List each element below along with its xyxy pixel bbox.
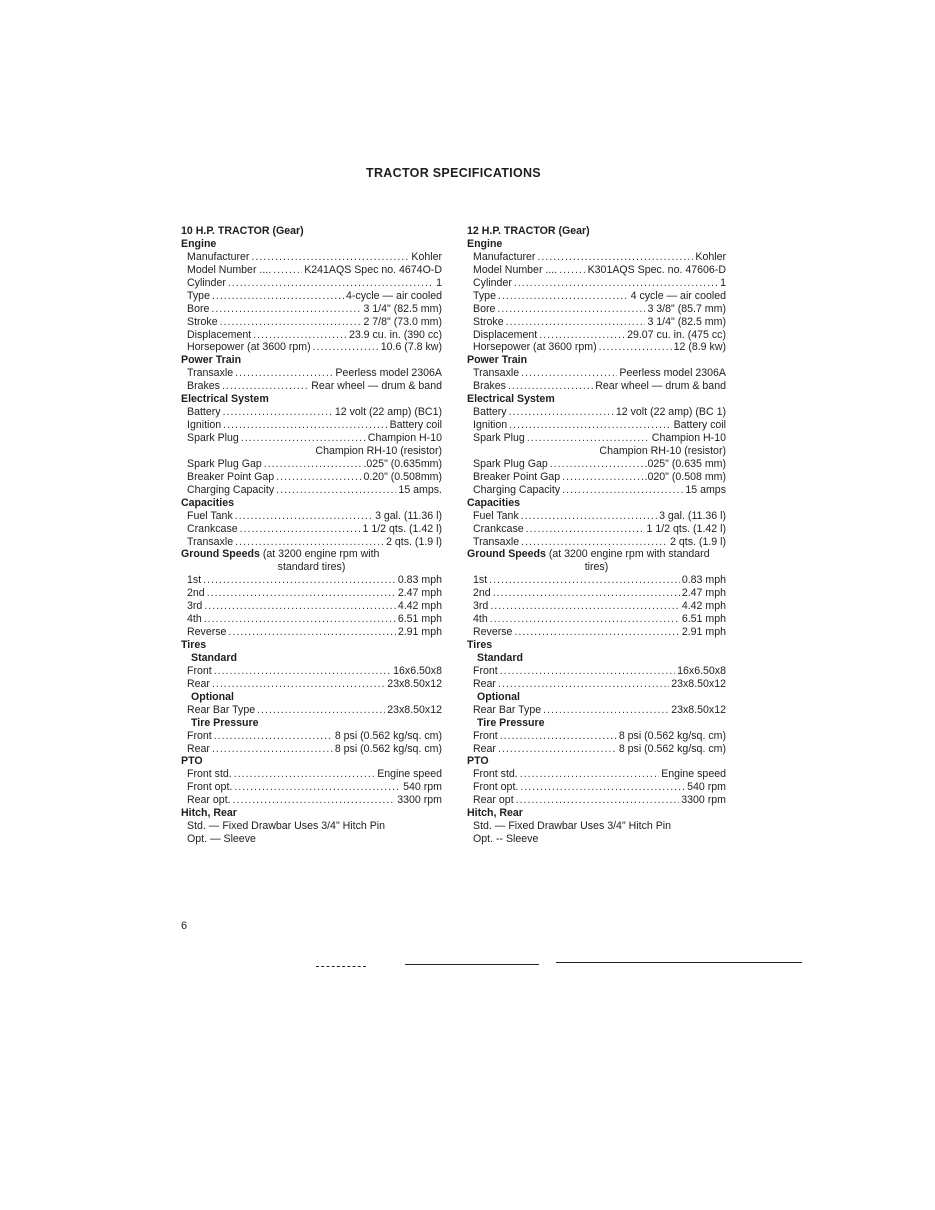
spec-label: Fuel Tank [187,509,233,522]
spec-label: Breaker Point Gap [187,470,275,483]
section-heading: Hitch, Rear [467,807,523,820]
spec-label: 3rd [473,600,489,613]
leader-dots [276,484,396,497]
leader-dots [273,264,302,277]
spec-label: 1st [473,574,488,587]
section-heading: Tire Pressure [191,716,259,729]
spec-value: Rear wheel — drum & band [311,380,442,393]
spec-value: Rear wheel — drum & band [595,380,726,393]
spec-value: 2.47 mph [397,587,442,600]
section-heading: Engine [181,237,217,250]
spec-value: 3 gal. (11.36 l) [375,509,442,522]
bottom-rule-dash [316,966,366,967]
leader-dots [240,523,361,536]
section-heading: Engine [467,237,503,250]
spec-row-tires-p-front [467,730,726,743]
spec-label: Crankcase [473,522,524,535]
spec-row-electrical-charging [467,484,726,497]
spec-value: 3300 rpm [397,794,442,807]
spec-value: 3 1/4" (82.5 mm) [647,315,726,328]
leader-dots [562,484,683,497]
spec-label: Spark Plug [473,432,525,444]
section-heading: Electrical System [181,393,269,406]
leader-dots [220,316,362,329]
spec-label: Front opt. [473,781,519,794]
spec-row-tires-p-rear [181,743,442,756]
spec-label: Front [187,664,212,677]
leader-dots [500,665,675,678]
spec-value: K301AQS Spec. no. 47606-D [587,263,726,276]
bottom-rule-right [556,962,802,963]
spec-row-ground-speeds-g4 [467,613,726,626]
spec-value: 12 (8.9 kw) [673,341,726,354]
spec-label: Transaxle [187,367,234,380]
spec-value: 6.51 mph [397,613,442,626]
spec-value: 540 rpm [687,781,726,794]
section-heading: PTO [467,755,489,768]
spec-row-tires-p-front [181,730,442,743]
spec-column-10hp [181,225,442,846]
spec-label: Ignition [473,419,508,432]
spec-value: 23x8.50x12 [387,703,442,716]
spec-value: 8 psi (0.562 kg/sq. cm) [334,742,442,755]
spec-value: 3300 rpm [681,794,726,807]
leader-dots [203,574,396,587]
spec-value: 2 qts. (1.9 l) [670,535,726,548]
leader-dots [562,471,642,484]
spec-row-pto-front-std [181,768,442,781]
spec-text: Champion RH-10 (resistor) [599,444,726,457]
spec-label: Front [473,729,498,742]
spec-value: 23.9 cu. in. (390 cc) [348,328,442,341]
leader-dots [204,613,396,626]
spec-label: Battery [187,406,221,419]
spec-value: 12 volt (22 amp) (BC 1) [615,406,726,419]
spec-label: Rear Bar Type [187,703,256,716]
spec-row-tires-front [467,665,726,678]
spec-label: Fuel Tank [473,509,519,522]
spec-row-ground-speeds-g3 [467,600,726,613]
leader-dots [233,794,396,807]
spec-row-capacities-fuel [181,510,442,523]
section-heading: Standard [191,651,237,664]
leader-dots [264,458,362,471]
spec-row-engine-stroke [181,316,442,329]
spec-label: Battery [473,406,507,419]
spec-label: Cylinder [473,276,512,289]
spec-row-tires-rear-bar [181,704,442,717]
leader-dots [527,432,650,445]
spec-value: Battery coil [673,419,726,432]
spec-value: 23x8.50x12 [671,703,726,716]
spec-row-engine-displacement [467,329,726,342]
spec-row-capacities-fuel [467,510,726,523]
spec-label: Model Number .... [473,263,558,276]
spec-label: Reverse [473,626,513,639]
spec-row-pto-front-opt [181,781,442,794]
spec-row-engine-manufacturer [467,251,726,264]
spec-label: Manufacturer [187,250,250,263]
leader-dots [498,290,629,303]
spec-label: Stroke [187,315,218,328]
spec-text: Opt. — Sleeve [187,833,256,846]
spec-value: Champion H-10 [651,432,726,444]
spec-label: Type [187,289,210,302]
spec-row-pto-front-opt [467,781,726,794]
leader-dots [537,251,693,264]
ground-speeds-note: (at 3200 engine rpm with [262,548,380,561]
spec-row-electrical-spark-plug [467,432,726,445]
spec-row-ground-speeds-rev [467,626,726,639]
spec-label: Rear opt [473,794,514,807]
leader-dots [223,419,387,432]
section-heading: Optional [191,690,234,703]
spec-row-electrical-battery [181,406,442,419]
leader-dots [241,432,366,445]
spec-value: Champion H-10 [367,432,442,444]
leader-dots [207,587,396,600]
spec-value: 8 psi (0.562 kg/sq. cm) [618,742,726,755]
spec-row-engine-type [181,290,442,303]
spec-row-engine-manufacturer [181,251,442,264]
spec-label: Transaxle [473,535,520,548]
spec-value: 2.91 mph [397,626,442,639]
leader-dots [234,781,401,794]
spec-label: Reverse [187,626,227,639]
spec-label: Spark Plug Gap [187,457,262,470]
spec-value: 3 3/8" (85.7 mm) [647,302,726,315]
section-heading: Ground Speeds [181,548,260,561]
leader-dots [514,277,718,290]
spec-label: Rear [187,677,210,690]
section-heading: Hitch, Rear [181,807,237,820]
section-heading: 10 H.P. TRACTOR (Gear) [181,225,304,237]
spec-label: 3rd [187,600,203,613]
spec-value: 1 [436,276,442,289]
leader-dots [550,458,643,471]
leader-dots [257,704,385,717]
spec-row-pto-rear-opt [181,794,442,807]
spec-row-engine-stroke [467,316,726,329]
spec-value: 29.07 cu. in. (475 cc) [627,328,726,341]
leader-dots [235,536,384,549]
spec-label: 4th [187,613,202,626]
spec-row-electrical-spark-plug-gap [467,458,726,471]
ground-speeds-heading [181,548,442,561]
leader-dots [223,406,333,419]
leader-dots [489,574,680,587]
leader-dots [235,510,373,523]
spec-value: 2.47 mph [681,587,726,600]
spec-value: 3 1/4" (82.5 mm) [363,302,442,315]
ground-speeds-heading [467,548,726,561]
spec-value: 4.42 mph [681,600,726,613]
spec-row-ground-speeds-rev [181,626,442,639]
leader-dots [520,781,685,794]
spec-row-tires-rear-bar [467,704,726,717]
spec-value: .020" (0.508 mm) [644,470,726,483]
bottom-rule-left [405,964,539,965]
spec-value: 1 [720,276,726,289]
spec-row-electrical-breaker-gap [467,471,726,484]
spec-value: 1 1/2 qts. (1.42 l) [362,522,442,535]
spec-text: standard tires) [277,561,346,574]
spec-label: Rear [187,742,210,755]
spec-label: Horsepower (at 3600 rpm) [187,341,311,354]
spec-text: tires) [584,561,609,574]
spec-text: Std. — Fixed Drawbar Uses 3/4" Hitch Pin [187,820,386,833]
section-heading: Ground Speeds [467,548,546,561]
spec-row-power-train-brakes [181,380,442,393]
leader-dots [490,613,680,626]
leader-dots [521,367,617,380]
leader-dots [559,264,585,277]
spec-row-electrical-ignition [467,419,726,432]
spec-row-capacities-crankcase [467,523,726,536]
spec-label: Displacement [187,328,252,341]
spec-value: 0.20" (0.508mm) [363,470,442,483]
spec-label: Crankcase [187,522,238,535]
spec-label: Breaker Point Gap [473,470,561,483]
spec-row-tires-rear [181,678,442,691]
spec-row-engine-model [181,264,442,277]
leader-dots [212,290,344,303]
leader-dots [211,303,361,316]
spec-label: 2nd [187,587,205,600]
spec-row-tires-front [181,665,442,678]
spec-column-12hp [467,225,726,846]
spec-value: Kohler [411,250,442,263]
spec-value: .025" (0.635mm) [363,457,442,470]
spec-label: Front [473,664,498,677]
spec-label: Horsepower (at 3600 rpm) [473,341,597,354]
spec-value: 2 qts. (1.9 l) [386,535,442,548]
leader-dots [490,600,680,613]
spec-label: Spark Plug [187,432,239,444]
spec-value: K241AQS Spec no. 4674O-D [304,263,442,276]
spec-row-electrical-breaker-gap [181,471,442,484]
spec-value: 8 psi (0.562 kg/sq. cm) [334,729,442,742]
spec-row-ground-speeds-g2 [467,587,726,600]
spec-row-capacities-transaxle [181,536,442,549]
spec-label: Front std. [187,768,232,781]
section-heading: PTO [181,755,203,768]
spec-value: 540 rpm [403,781,442,794]
spec-value: 10.6 (7.8 kw) [380,341,442,354]
spec-value: 8 psi (0.562 kg/sq. cm) [618,729,726,742]
spec-label: Rear [473,742,496,755]
spec-label: Front std. [473,768,518,781]
spec-label: Brakes [187,380,220,393]
spec-label: Bore [187,302,210,315]
spec-value: 15 amps [685,483,726,496]
spec-value: Engine speed [661,768,726,781]
spec-text: Opt. -- Sleeve [473,833,539,846]
spec-label: Transaxle [473,367,520,380]
spec-label: Rear [473,677,496,690]
leader-dots [212,743,333,756]
spec-value: 4-cycle — air cooled [346,289,442,302]
leader-dots [500,730,617,743]
spec-row-tires-p-rear [467,743,726,756]
spec-text: Champion RH-10 (resistor) [315,444,442,457]
spec-value: 0.83 mph [397,574,442,587]
spec-label: Type [473,289,496,302]
section-heading: Power Train [181,354,242,367]
spec-value: Peerless model 2306A [619,367,726,380]
spec-label: Model Number .... [187,263,272,276]
spec-label: Brakes [473,380,506,393]
spec-label: Bore [473,302,496,315]
leader-dots [234,768,375,781]
spec-row-power-train-transaxle [467,367,726,380]
leader-dots [599,341,672,354]
spec-value: .025" (0.635 mm) [644,457,726,470]
spec-row-engine-cylinder [467,277,726,290]
spec-value: Engine speed [377,768,442,781]
section-heading: Tire Pressure [477,716,545,729]
leader-dots [521,510,657,523]
leader-dots [508,380,593,393]
leader-dots [520,768,659,781]
spec-row-engine-type [467,290,726,303]
spec-label: Charging Capacity [473,483,561,496]
page-number: 6 [181,920,188,932]
spec-row-ground-speeds-g3 [181,600,442,613]
leader-dots [539,329,625,342]
spec-value: Battery coil [389,419,442,432]
spec-row-tires-rear [467,678,726,691]
spec-row-electrical-battery [467,406,726,419]
leader-dots [222,380,309,393]
spec-row-ground-speeds-g1 [181,574,442,587]
leader-dots [253,329,347,342]
spec-value: 0.83 mph [681,574,726,587]
leader-dots [514,626,679,639]
spec-row-power-train-brakes [467,380,726,393]
section-heading: Standard [477,651,523,664]
spec-row-ground-speeds-g2 [181,587,442,600]
leader-dots [498,678,669,691]
spec-label: Manufacturer [473,250,536,263]
spec-row-electrical-ignition [181,419,442,432]
spec-value: 4.42 mph [397,600,442,613]
ground-speeds-note: (at 3200 engine rpm with standard [548,548,710,561]
spec-label: Cylinder [187,276,226,289]
section-heading: Tires [467,639,493,651]
spec-value: 16x6.50x8 [677,664,726,677]
spec-label: Transaxle [187,535,234,548]
spec-label: Spark Plug Gap [473,457,548,470]
spec-row-engine-cylinder [181,277,442,290]
spec-value: 23x8.50x12 [387,677,442,690]
spec-row-engine-bore [467,303,726,316]
spec-value: 2.91 mph [681,626,726,639]
spec-row-pto-rear-opt [467,794,726,807]
spec-label: 4th [473,613,488,626]
section-heading: Electrical System [467,393,555,406]
leader-dots [498,743,617,756]
spec-value: 3 gal. (11.36 l) [659,509,726,522]
spec-row-engine-displacement [181,329,442,342]
leader-dots [212,678,385,691]
spec-row-capacities-transaxle [467,536,726,549]
spec-label: Displacement [473,328,538,341]
leader-dots [251,251,409,264]
spec-row-power-train-transaxle [181,367,442,380]
leader-dots [506,316,646,329]
section-heading: Power Train [467,354,528,367]
leader-dots [543,704,669,717]
leader-dots [526,523,645,536]
spec-label: Charging Capacity [187,483,275,496]
spec-row-ground-speeds-g1 [467,574,726,587]
spec-row-electrical-spark-plug-gap [181,458,442,471]
leader-dots [276,471,361,484]
spec-value: 2 7/8" (73.0 mm) [363,315,442,328]
spec-value: 4 cycle — air cooled [630,289,726,302]
spec-label: Stroke [473,315,504,328]
leader-dots [235,367,333,380]
section-heading: 12 H.P. TRACTOR (Gear) [467,225,590,237]
leader-dots [493,587,680,600]
section-heading: Optional [477,690,520,703]
leader-dots [228,626,395,639]
leader-dots [509,406,614,419]
spec-value: 1 1/2 qts. (1.42 l) [646,522,726,535]
leader-dots [214,730,333,743]
spec-row-ground-speeds-g4 [181,613,442,626]
section-heading: Capacities [467,496,520,509]
leader-dots [228,277,434,290]
spec-row-electrical-spark-plug [181,432,442,445]
spec-row-capacities-crankcase [181,523,442,536]
spec-label: Rear Bar Type [473,703,542,716]
leader-dots [497,303,645,316]
spec-value: Kohler [695,250,726,263]
section-heading: Tires [181,639,207,651]
spec-row-electrical-charging [181,484,442,497]
spec-label: Front opt. [187,781,233,794]
spec-label: Rear opt. [187,794,231,807]
spec-value: 15 amps. [398,483,442,496]
spec-label: 2nd [473,587,491,600]
spec-label: 1st [187,574,202,587]
spec-value: 6.51 mph [681,613,726,626]
spec-label: Ignition [187,419,222,432]
spec-value: 12 volt (22 amp) (BC1) [334,406,442,419]
spec-row-engine-model [467,264,726,277]
spec-value: 23x8.50x12 [671,677,726,690]
leader-dots [516,794,680,807]
section-heading: Capacities [181,496,234,509]
leader-dots [313,341,379,354]
leader-dots [521,536,668,549]
spec-text: Std. — Fixed Drawbar Uses 3/4" Hitch Pin [473,820,672,833]
spec-row-engine-horsepower [467,341,726,354]
spec-value: Peerless model 2306A [335,367,442,380]
leader-dots [214,665,391,678]
page-title: TRACTOR SPECIFICATIONS [366,166,541,180]
leader-dots [204,600,396,613]
spec-row-engine-horsepower [181,341,442,354]
leader-dots [509,419,671,432]
spec-row-engine-bore [181,303,442,316]
spec-value: 16x6.50x8 [393,664,442,677]
spec-label: Front [187,729,212,742]
spec-row-pto-front-std [467,768,726,781]
